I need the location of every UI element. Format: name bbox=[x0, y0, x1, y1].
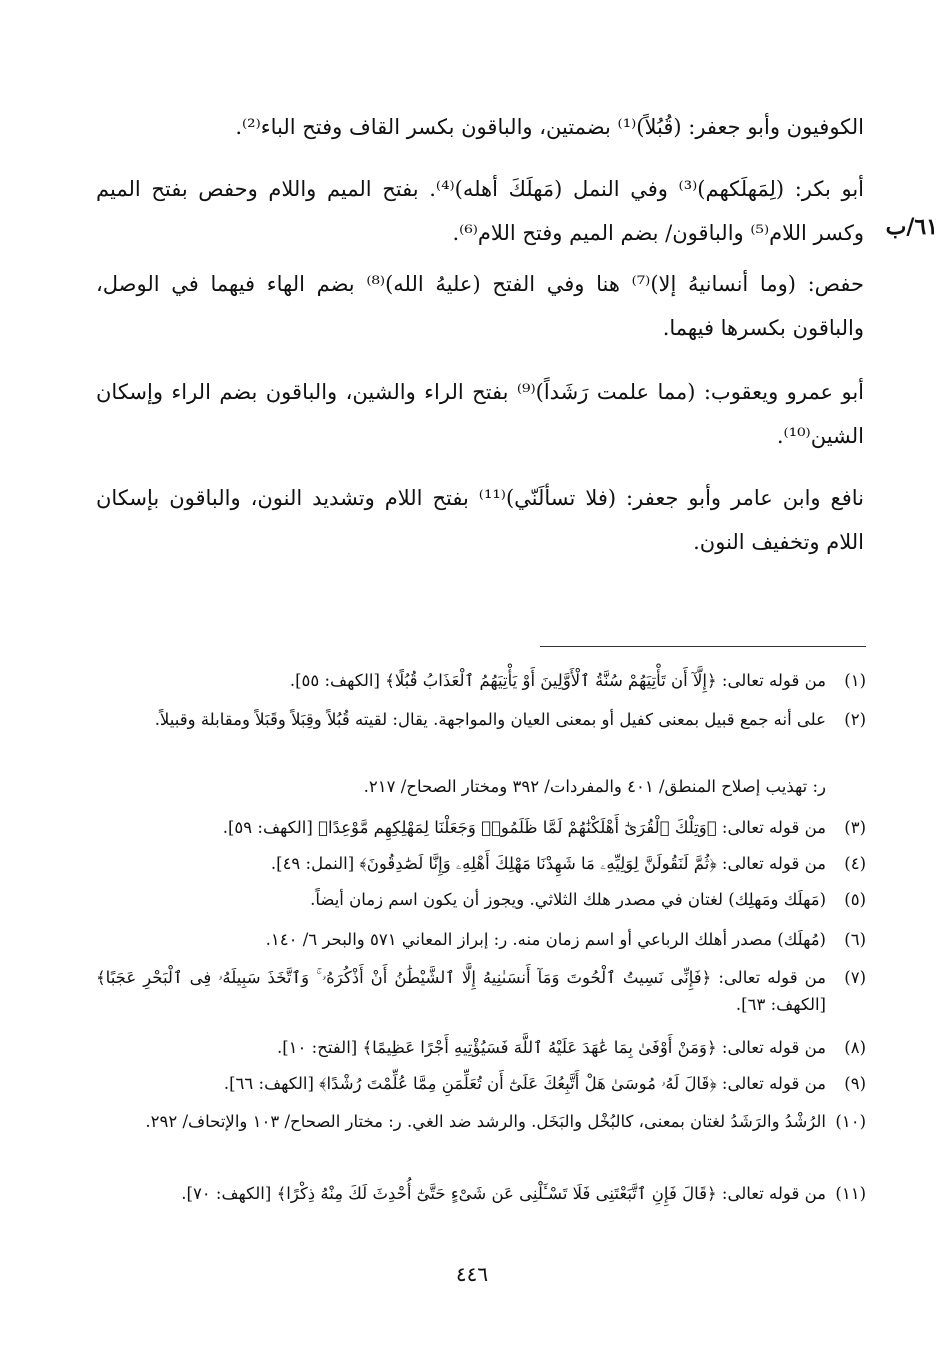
footnote-number: (٣) bbox=[844, 818, 866, 837]
footnote-6 bbox=[96, 926, 866, 953]
footnote-number: (١١) bbox=[835, 1184, 866, 1203]
footnote-3 bbox=[96, 814, 866, 841]
footnote-text: من قوله تعالى: ﴿وَمَنْ أَوْفَىٰ بِمَا عَٰهَدَ عَلَيْهُ ٱللَّهَ فَسَيُؤْتِيهِ أَجْرًا عَظِيمًا﴾ [الفتح: ١٠]. bbox=[276, 1038, 826, 1057]
footnote-5 bbox=[96, 886, 866, 913]
footnote-number: (٧) bbox=[844, 968, 866, 987]
footnote-separator bbox=[540, 646, 866, 647]
footnote-text: الرُشْدُ والرَشَدُ لغتان بمعنى، كالبُخْل والبَخَل. والرشد ضد الغي. ر: مختار الصحاح/ ١٠٣ والإتحاف/ ٢٩٢. bbox=[145, 1112, 826, 1131]
footnote-4 bbox=[96, 850, 866, 877]
paragraph-1: الكوفيون وأبو جعفر: (قُبُلاً)⁽¹⁾ بضمتين، والباقون بكسر القاف وفتح الباء⁽²⁾. bbox=[235, 115, 864, 139]
paragraph-5: نافع وابن عامر وأبو جعفر: (فلا تسألَنّي)⁽¹¹⁾ بفتح اللام وتشديد النون، والباقون بإسكان اللام وتخفيف النون. bbox=[96, 486, 864, 554]
footnote-text: من قوله تعالى: ﴿ثُمَّ لَنَقُولَنَّ لِوَلِيِّهِۦ مَا شَهِدْنَا مَهْلِكَ أَهْلِهِۦ وَإِنَّا لَصَٰدِقُونَ﴾ [النمل: ٤٩]. bbox=[270, 854, 826, 873]
footnote-number: (١) bbox=[844, 671, 866, 690]
footnote-number: (٢) bbox=[844, 710, 866, 729]
footnote-number: (١٠) bbox=[835, 1112, 866, 1131]
footnote-text: (مَهلَك ومَهلِك) لغتان في مصدر هلك الثلاثي. ويجوز أن يكون اسم زمان أيضاً. bbox=[310, 890, 826, 909]
footnote-text: من قوله تعالى: ﴿قَالَ لَهُۥ مُوسَىٰ هَلْ أَتَّبِعُكَ عَلَىٰٓ أَن تُعَلِّمَنِ مِمَّا عُلِّمْتَ رُشْدًا﴾ [الكهف: ٦٦]. bbox=[223, 1074, 826, 1093]
footnote-number: (٥) bbox=[844, 890, 866, 909]
footnote-number: (٩) bbox=[844, 1074, 866, 1093]
footnote-1 bbox=[96, 667, 866, 694]
footnote-text: من قوله تعالى: ﴿إِلَّآ أَن تَأْتِيَهُمْ سُنَّةُ ٱلْأَوَّلِينَ أَوْ يَأْتِيَهُمُ ٱلْعَذَابُ قُبُلًا﴾ [الكهف: ٥٥]. bbox=[289, 671, 826, 690]
footnote-number: (٤) bbox=[844, 854, 866, 873]
footnote-11 bbox=[96, 1180, 866, 1207]
paragraph-2: أبو بكر: (لِمَهلَكهم)⁽³⁾ وفي النمل (مَهلَكَ أهله)⁽⁴⁾. بفتح الميم واللام وحفص بفتح الميم وكسر اللام⁽⁵⁾ والباقون/ بضم الميم وفتح اللام⁽⁶⁾. bbox=[96, 177, 864, 245]
paragraph-4: أبو عمرو ويعقوب: (مما علمت رَشَداً)⁽⁹⁾ بفتح الراء والشين، والباقون بضم الراء وإسكان الشين⁽¹⁰⁾. bbox=[96, 380, 865, 448]
footnote-2 bbox=[96, 706, 866, 733]
folio-margin-note: ٦١/ب bbox=[885, 214, 938, 240]
footnote-text: (مُهلَك) مصدر أهلك الرباعي أو اسم زمان منه. ر: إبراز المعاني ٥٧١ والبحر ٦/ ١٤٠. bbox=[265, 930, 826, 949]
footnote-number: (٨) bbox=[844, 1038, 866, 1057]
footnote-text: من قوله تعالى: ﴿وَتِلْكَ ٱلْقُرَىٰٓ أَهْلَكْنَٰهُمْ لَمَّا ظَلَمُوا۟ وَجَعَلْنَا لِمَهْلِكِهِم مَّوْعِدًا﴾ [الكهف: ٥٩]. bbox=[222, 818, 826, 837]
page-number: ٤٤٦ bbox=[455, 1262, 489, 1286]
paragraph-3: حفص: (وما أنسانيهُ إلا)⁽⁷⁾ هنا وفي الفتح (عليهُ الله)⁽⁸⁾ بضم الهاء فيهما في الوصل، والباقون بكسرها فيهما. bbox=[96, 272, 864, 340]
footnote-2-reference: ر: تهذيب إصلاح المنطق/ ٤٠١ والمفردات/ ٣٩٢ ومختار الصحاح/ ٢١٧. bbox=[363, 777, 826, 796]
footnote-9 bbox=[96, 1070, 866, 1097]
footnote-text: من قوله تعالى: ﴿قَالَ فَإِنِ ٱتَّبَعْتَنِى فَلَا تَسْـَٔلْنِى عَن شَىْءٍ حَتَّىٰٓ أُحْدِثَ لَكَ مِنْهُ ذِكْرًا﴾ [الكهف: ٧٠]. bbox=[181, 1184, 826, 1203]
footnote-8 bbox=[96, 1034, 866, 1061]
footnote-10 bbox=[96, 1108, 866, 1135]
footnote-text: من قوله تعالى: ﴿فَإِنِّى نَسِيتُ ٱلْحُوتَ وَمَآ أَنسَىٰنِيهُ إِلَّا ٱلشَّيْطَٰنُ أَنْ أَذْكُرَهُۥ ۚ وَٱتَّخَذَ سَبِيلَهُۥ فِى ٱلْبَحْرِ عَجَبًا﴾ [الكهف: ٦٣]. bbox=[96, 968, 826, 1014]
footnote-number: (٦) bbox=[844, 930, 866, 949]
footnote-text: على أنه جمع قبيل بمعنى كفيل أو بمعنى العيان والمواجهة. يقال: لقيته قُبُلاً وقِبَلاً وقَبَلاً ومقابلة وقبيلاً. bbox=[154, 710, 826, 729]
footnote-7 bbox=[96, 964, 866, 1018]
